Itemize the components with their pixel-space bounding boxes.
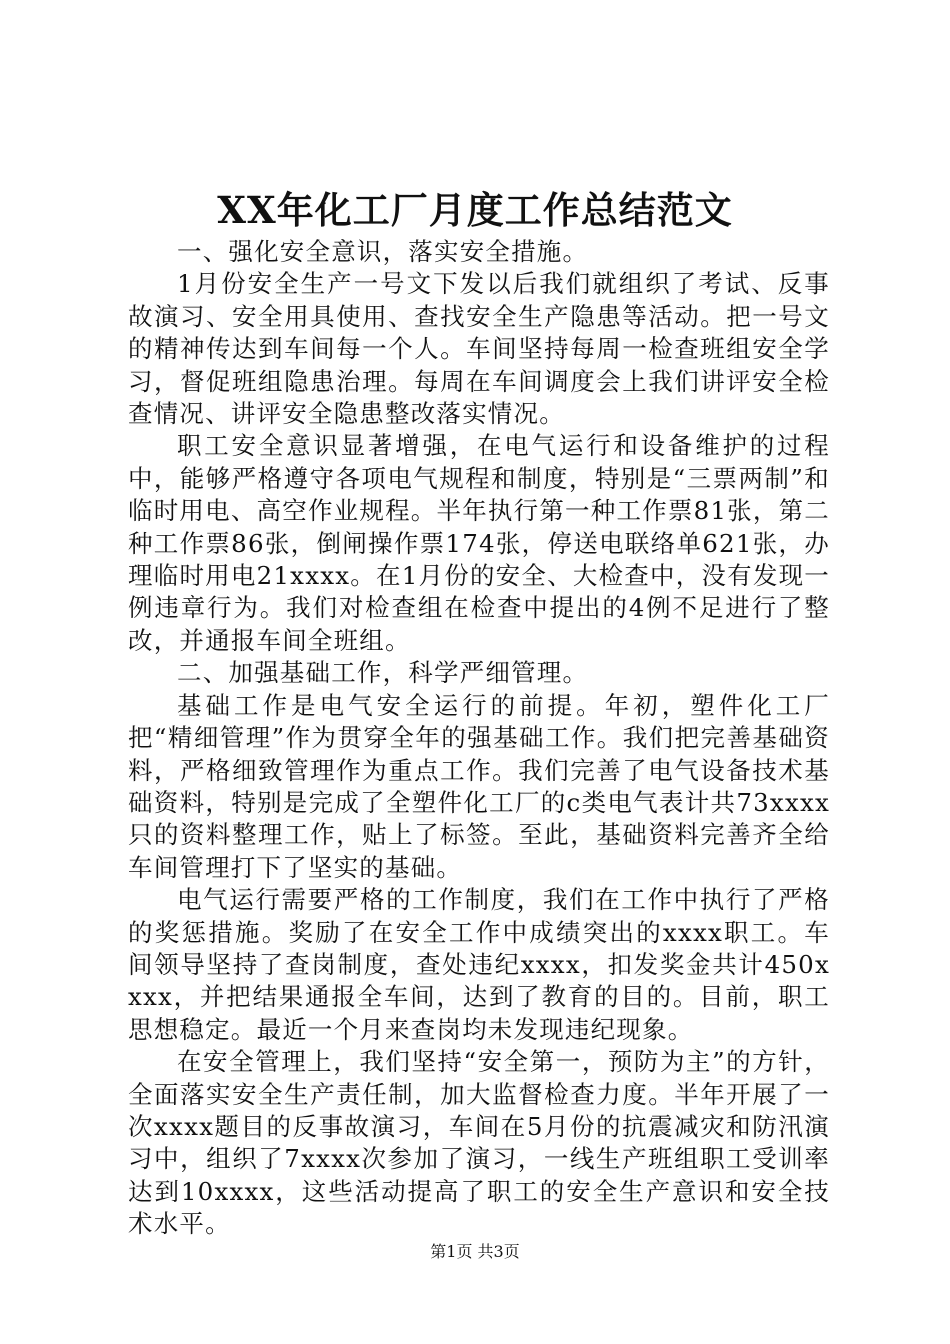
paragraph: 在安全管理上，我们坚持“安全第一，预防为主”的方针，全面落实安全生产责任制，加大监督检查力度。半年开展了一次xxxx题目的反事故演习，车间在5月份的抗震减灾和防汛演习中，组织了7xxxx次参加了演习，一线生产班组职工受训率达到10xxxx，这些活动提高了职工的安全生产意识和安全技术水平。 bbox=[128, 1047, 830, 1239]
paragraph: 职工安全意识显著增强，在电气运行和设备维护的过程中，能够严格遵守各项电气规程和制度，特别是“三票两制”和临时用电、高空作业规程。半年执行第一种工作票81张，第二种工作票86张，倒闸操作票174张，停送电联络单621张，办理临时用电21xxxx。在1月份的安全、大检查中，没有发现一例违章行为。我们对检查组在检查中提出的4例不足进行了整改，并通报车间全班组。 bbox=[128, 431, 830, 655]
document-body bbox=[128, 236, 830, 1241]
paragraph: 基础工作是电气安全运行的前提。年初，塑件化工厂把“精细管理”作为贯穿全年的强基础工作。我们把完善基础资料，严格细致管理作为重点工作。我们完善了电气设备技术基础资料，特别是完成了全塑件化工厂的c类电气表计共73xxxx只的资料整理工作，贴上了标签。至此，基础资料完善齐全给车间管理打下了坚实的基础。 bbox=[128, 690, 830, 882]
document-title: XX年化工厂月度工作总结范文 bbox=[217, 188, 733, 232]
section-heading-1: 一、强化安全意识，落实安全措施。 bbox=[177, 237, 589, 266]
paragraph: 电气运行需要严格的工作制度，我们在工作中执行了严格的奖惩措施。奖励了在安全工作中成绩突出的xxxx职工。车间领导坚持了查岗制度，查处违纪xxxx，扣发奖金共计450xxxx，并把结果通报全车间，达到了教育的目的。目前，职工思想稳定。最近一个月来查岗均未发现违纪现象。 bbox=[128, 885, 830, 1044]
section-heading-2: 二、加强基础工作，科学严细管理。 bbox=[177, 658, 589, 688]
page-number-footer: 第1页 共3页 bbox=[430, 1242, 520, 1261]
paragraph: 1月份安全生产一号文下发以后我们就组织了考试、反事故演习、安全用具使用、查找安全生产隐患等活动。把一号文的精神传达到车间每一个人。车间坚持每周一检查班组安全学习，督促班组隐患治理。每周在车间调度会上我们讲评安全检查情况、讲评安全隐患整改落实情况。 bbox=[128, 269, 830, 429]
